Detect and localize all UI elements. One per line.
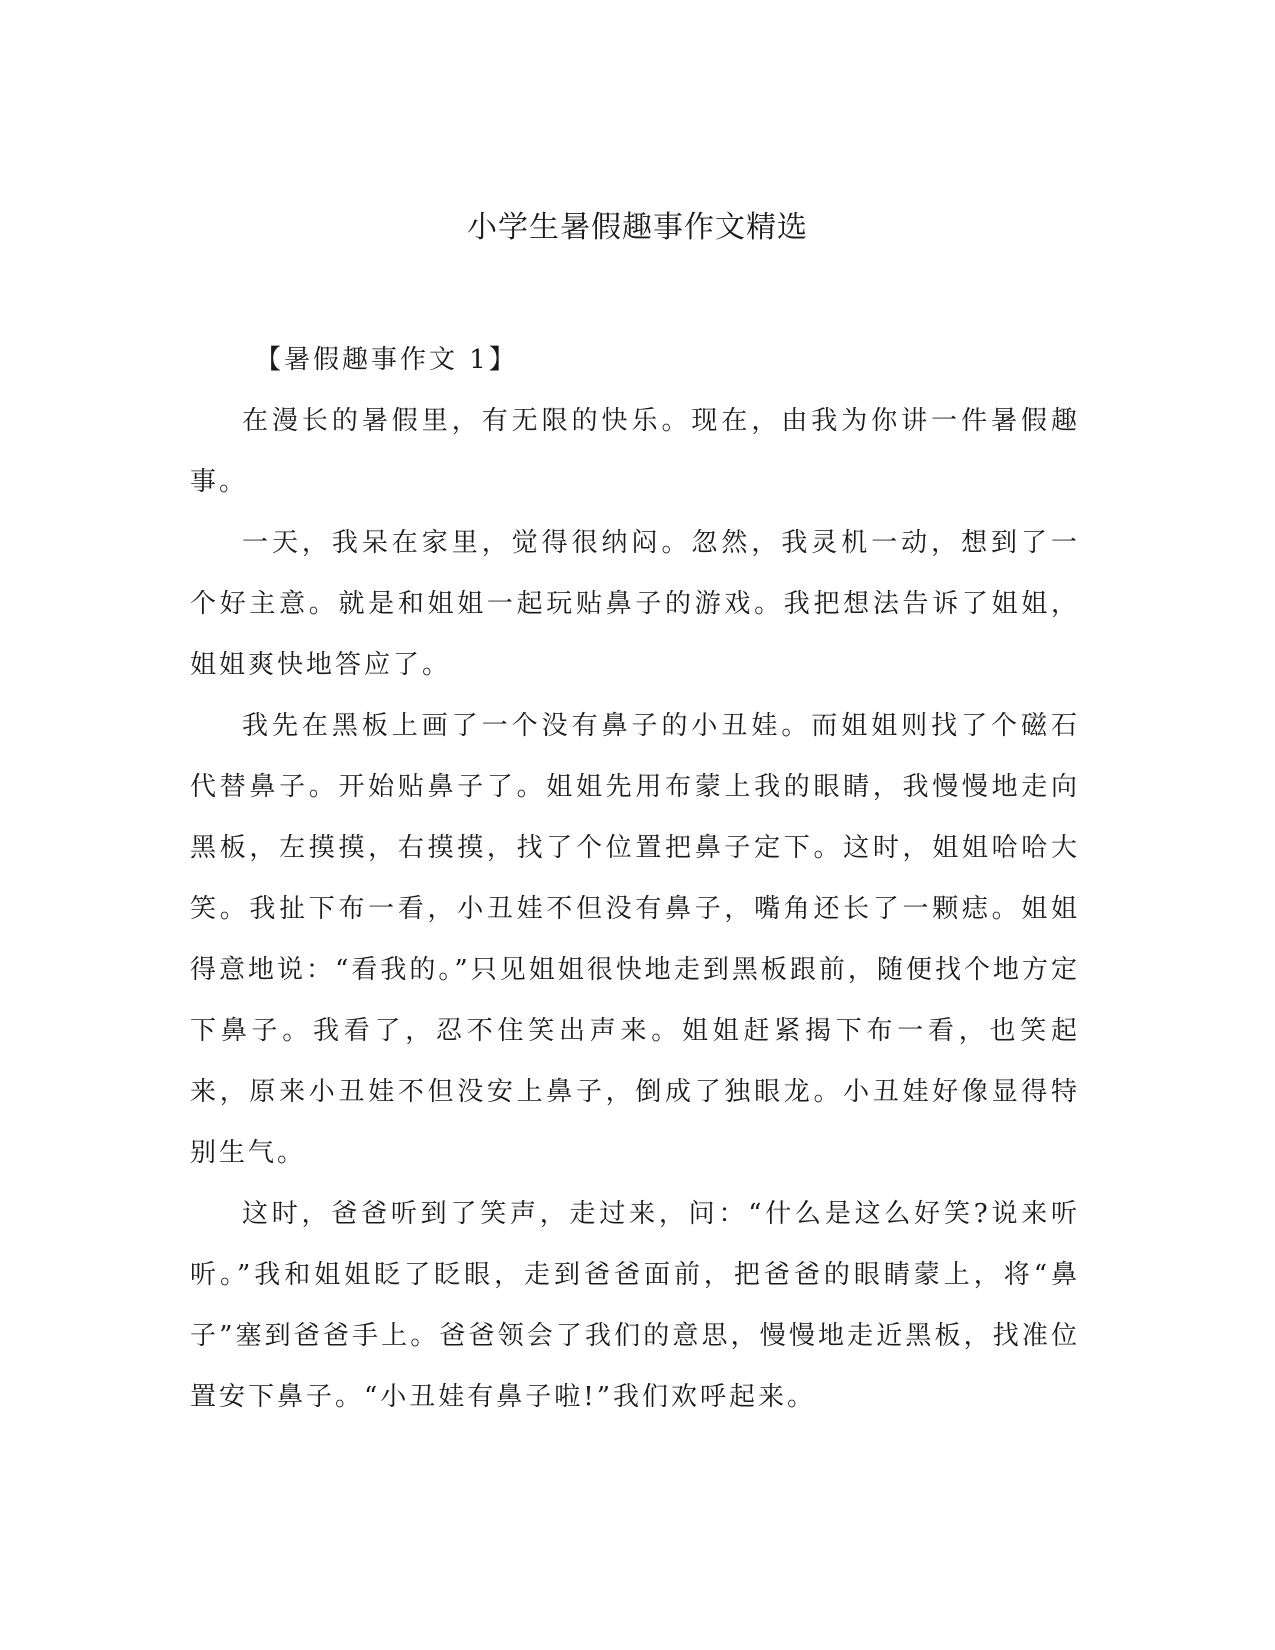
document-body — [190, 330, 1080, 1428]
paragraph-2: 一天，我呆在家里，觉得很纳闷。忽然，我灵机一动，想到了一个好主意。就是和姐姐一起玩贴鼻子的游戏。我把想法告诉了姐姐，姐姐爽快地答应了。 — [190, 528, 1080, 680]
paragraph-4: 这时，爸爸听到了笑声，走过来，问：“什么是这么好笑?说来听听。”我和姐姐眨了眨眼，走到爸爸面前，把爸爸的眼睛蒙上，将“鼻子”塞到爸爸手上。爸爸领会了我们的意思，慢慢地走近黑板，找准位置安下鼻子。“小丑娃有鼻子啦!”我们欢呼起来。 — [190, 1199, 1080, 1412]
paragraph-3: 我先在黑板上画了一个没有鼻子的小丑娃。而姐姐则找了个磁石代替鼻子。开始贴鼻子了。姐姐先用布蒙上我的眼睛，我慢慢地走向黑板，左摸摸，右摸摸，找了个位置把鼻子定下。这时，姐姐哈哈大笑。我扯下布一看，小丑娃不但没有鼻子，嘴角还长了一颗痣。姐姐得意地说：“看我的。”只见姐姐很快地走到黑板跟前，随便找个地方定下鼻子。我看了，忍不住笑出声来。姐姐赶紧揭下布一看，也笑起来，原来小丑娃不但没安上鼻子，倒成了独眼龙。小丑娃好像显得特别生气。 — [190, 711, 1080, 1168]
document-title: 小学生暑假趣事作文精选 — [467, 210, 808, 245]
section-heading: 【暑假趣事作文 1】 — [255, 345, 518, 375]
paragraph-1: 在漫长的暑假里，有无限的快乐。现在，由我为你讲一件暑假趣事。 — [190, 406, 1080, 497]
